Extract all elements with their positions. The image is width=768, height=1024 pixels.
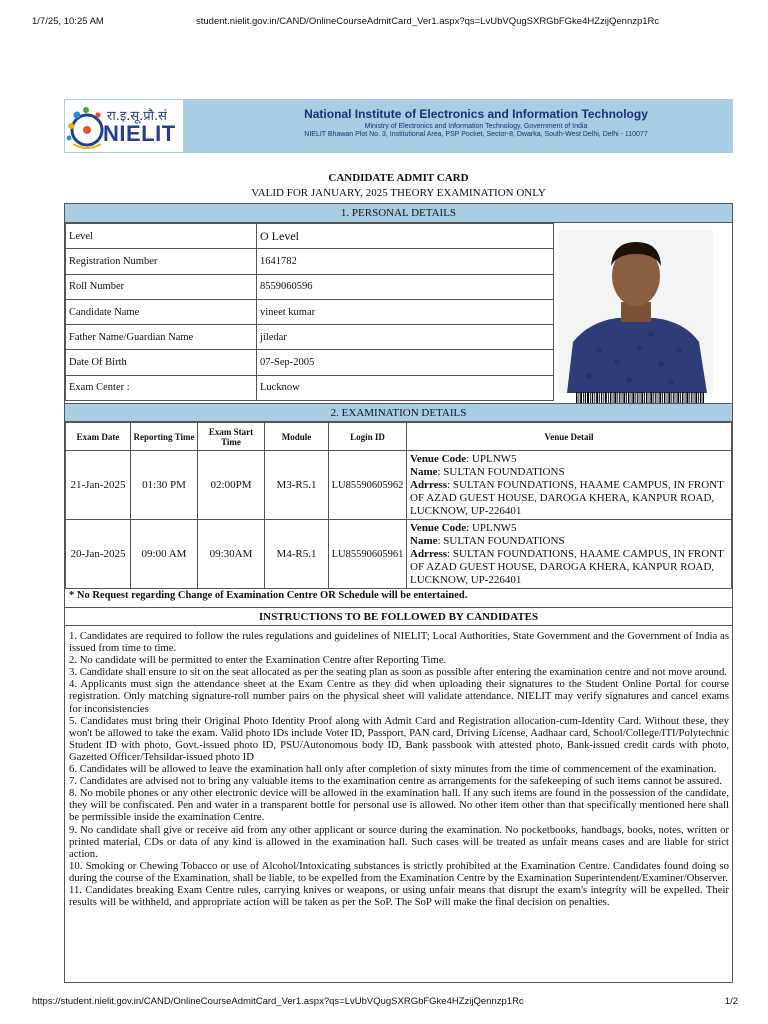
login-id: LU85590605961 (329, 520, 407, 589)
table-row (66, 325, 554, 350)
exam-details-table (65, 422, 732, 589)
venue-address: : SULTAN FOUNDATIONS, HAAME CAMPUS, IN FRONT OF AZAD GUEST HOUSE, DAROGA KHERA, KANPUR ROAD, LUCKNOW, UP-226401 (410, 547, 724, 586)
table-row (66, 299, 554, 324)
admit-card-body (64, 203, 733, 983)
column-header: Exam Start Time (198, 423, 265, 451)
personal-details-table (65, 223, 554, 401)
venue-detail (407, 520, 732, 589)
table-row (66, 375, 554, 400)
venue-address-label: Adrress (410, 547, 448, 560)
venue-name-label: Name (410, 534, 438, 547)
candidate-photo-area (556, 223, 732, 403)
banner-text (236, 107, 716, 138)
table-row (66, 350, 554, 375)
row-value: 1641782 (257, 249, 554, 274)
exam-details-heading: 2. EXAMINATION DETAILS (65, 403, 732, 422)
exam-date: 21-Jan-2025 (66, 451, 131, 520)
print-datetime: 1/7/25, 10:25 AM (32, 16, 104, 27)
row-label: Roll Number (66, 274, 257, 299)
row-value: vineet kumar (257, 299, 554, 324)
venue-name-label: Name (410, 465, 438, 478)
instruction-item: 8. No mobile phones or any other electronic device will be allowed in the examination hall. If any such items are found in the possession of the candidate, they will be confiscated. Pen and water in a transparent bottle for personal use is allowed. No other item other than that specifically mentioned here shall be permissible inside the examination Centre. (69, 787, 729, 824)
column-header: Venue Detail (407, 423, 732, 451)
login-id: LU85590605962 (329, 451, 407, 520)
venue-detail (407, 451, 732, 520)
instruction-item: 6. Candidates will be allowed to leave the examination hall only after completion of sixty minutes from the time of commencement of the examination. (69, 763, 717, 776)
admit-card-validity: VALID FOR JANUARY, 2025 THEORY EXAMINATION ONLY (251, 187, 546, 199)
schedule-notice: * No Request regarding Change of Examination Centre OR Schedule will be entertained. (69, 590, 468, 601)
row-value: O Level (257, 224, 554, 249)
column-header: Login ID (329, 423, 407, 451)
venue-code-label: Venue Code (410, 521, 467, 534)
module: M4-R5.1 (265, 520, 329, 589)
instruction-item: 3. Candidate shall ensure to sit on the seat allocated as per the seating plan as soon as possible after entering the examination centre and not move around. (69, 666, 727, 679)
venue-address: : SULTAN FOUNDATIONS, HAAME CAMPUS, IN FRONT OF AZAD GUEST HOUSE, DAROGA KHERA, KANPUR ROAD, LUCKNOW, UP-226401 (410, 478, 724, 517)
table-row (66, 520, 732, 589)
row-label: Registration Number (66, 249, 257, 274)
institute-address: NIELIT Bhawan Plot No. 3, Institutional Area, PSP Pocket, Sector-8, Dwarka, South-West Delhi, Delhi - 110077 (304, 131, 648, 138)
venue-address-label: Adrress (410, 478, 448, 491)
instructions-heading: INSTRUCTIONS TO BE FOLLOWED BY CANDIDATES (65, 607, 732, 626)
exam-start-time: 09:30AM (198, 520, 265, 589)
column-header: Reporting Time (131, 423, 198, 451)
instruction-item: 1. Candidates are required to follow the rules regulations and guidelines of NIELIT; Local Authorities, State Government and the Government of India as issued from time to time. (69, 630, 729, 655)
row-label: Exam Center : (66, 375, 257, 400)
candidate-photo (559, 230, 713, 393)
venue-name: : SULTAN FOUNDATIONS (437, 465, 565, 478)
table-row (66, 451, 732, 520)
ministry-name: Ministry of Electronics and Information Technology, Government of India (364, 123, 588, 130)
logo-text: NIELIT (103, 121, 176, 146)
instructions-list (69, 630, 729, 908)
venue-code-label: Venue Code (410, 452, 467, 465)
venue-code: : UPLNW5 (466, 452, 517, 465)
nielit-banner (64, 99, 733, 153)
instruction-item: 10. Smoking or Chewing Tobacco or use of Alcohol/Intoxicating substances is strictly prohibited at the Examination Centre. Candidates found doing so during the course of the Examination, shall be liable, to be expelled from the Examination Centre by the Examination Superintendent/Examiner/Observer. (69, 859, 729, 884)
venue-name: : SULTAN FOUNDATIONS (437, 534, 565, 547)
table-row (66, 249, 554, 274)
instruction-item: 2. No candidate will be permitted to enter the Examination Centre after Reporting Time. (69, 654, 447, 667)
row-value: 07-Sep-2005 (257, 350, 554, 375)
instruction-item: 5. Candidates must bring their Original Photo Identity Proof along with Admit Card and Registration allocation-cum-Identity Card. Without these, they won't be allowed to take the exam. Valid photo IDs include Voter ID, Passport, PAN card, Driving License, Aadhaar card, School/College/ITI/Polytechnic Student ID with photo, Govt.-issued photo ID, PSU/Autonomous body ID, Bank passbook with attested photo, Bank-issued credit cards with photo, Gazetted Officer/Tehsildar-issued photo ID (69, 714, 729, 763)
print-url: student.nielit.gov.in/CAND/OnlineCourseAdmitCard_Ver1.aspx?qs=LvUbVQugSXRGbFGke4HZzijQennzp1Rc (196, 16, 660, 27)
reporting-time: 09:00 AM (131, 520, 198, 589)
row-value: jiledar (257, 325, 554, 350)
page-number: 1/2 (724, 996, 738, 1007)
admit-card-title: CANDIDATE ADMIT CARD (328, 172, 469, 184)
exam-date: 20-Jan-2025 (66, 520, 131, 589)
table-header-row (66, 423, 732, 451)
logo-hindi-text: रा.इ.सू.प्रौ.सं (107, 109, 167, 124)
module: M3-R5.1 (265, 451, 329, 520)
table-row (66, 224, 554, 249)
personal-details-heading: 1. PERSONAL DETAILS (65, 204, 732, 223)
row-label: Level (66, 224, 257, 249)
row-label: Candidate Name (66, 299, 257, 324)
table-row (66, 274, 554, 299)
print-footer-url: https://student.nielit.gov.in/CAND/OnlineCourseAdmitCard_Ver1.aspx?qs=LvUbVQugSXRGbFGke4HZzijQennzp1Rc (32, 996, 524, 1007)
row-label: Father Name/Guardian Name (66, 325, 257, 350)
instruction-item: 9. No candidate shall give or receive aid from any other applicant or source during the examination. No pocketbooks, handbags, books, notes, written or printed material, CDs or data of any kind is allowed in the examination hall. Such cases will be treated as unfair means cases and are liable for strict action. (69, 823, 729, 860)
venue-code: : UPLNW5 (466, 521, 517, 534)
row-label: Date Of Birth (66, 350, 257, 375)
institute-name: National Institute of Electronics and Information Technology (304, 107, 648, 121)
instruction-item: 7. Candidates are advised not to bring any valuable items to the examination centre as arrangements for the safekeeping of such items cannot be assured. (69, 775, 722, 788)
row-value: 8559060596 (257, 274, 554, 299)
column-header: Module (265, 423, 329, 451)
exam-start-time: 02:00PM (198, 451, 265, 520)
reporting-time: 01:30 PM (131, 451, 198, 520)
row-value: Lucknow (257, 375, 554, 400)
column-header: Exam Date (66, 423, 131, 451)
instruction-item: 11. Candidates breaking Exam Centre rules, carrying knives or weapons, or using unfair means that disrupt the exam's integrity will be expelled. Their results will be withheld, and appropriate action will be taken as per the SoP. The SoP will make the final decision on penalties. (69, 883, 729, 909)
nielit-logo (65, 100, 183, 152)
instruction-item: 4. Applicants must sign the attendance sheet at the Exam Centre as they did when uploading their signatures to the Student Online Portal for course registration. Only matching signature-roll number pairs on the physical sheet will validate attendance. NIELIT may verify signatures and cancel exams for inconsistencies (69, 678, 729, 715)
